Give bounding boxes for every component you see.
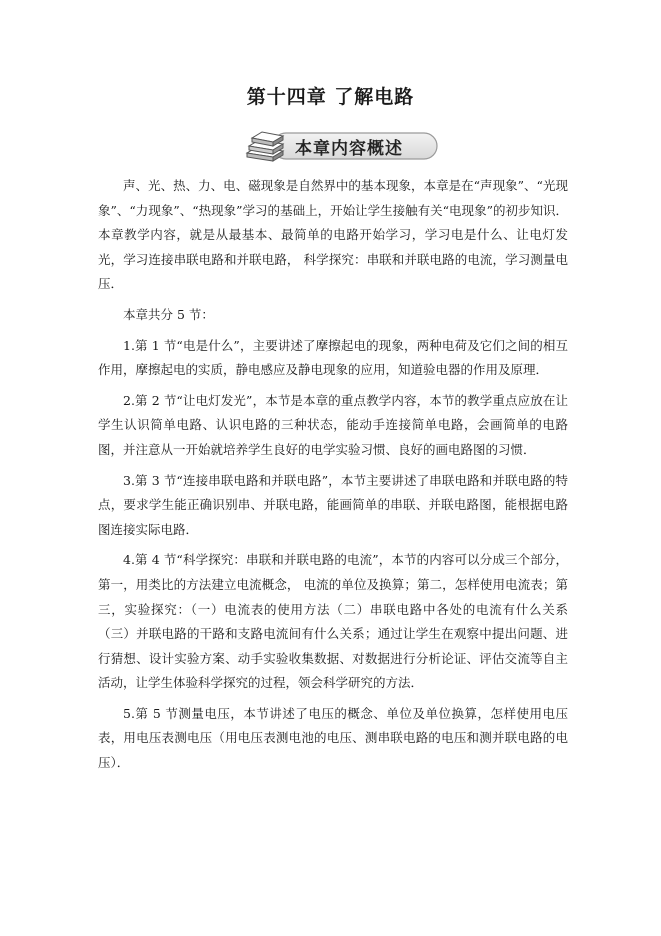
section-4-paragraph: 4.第 4 节“科学探究：串联和并联电路的电流”，本节的内容可以分成三个部分，第一，用类比的方法建立电流概念， 电流的单位及换算；第二，怎样使用电流表；第三，实验探究：（一）电流表的使用方法（二）串联电路中各处的电流有什么关系（三）并联电路的干路和支路电流间有什么关系；通过让学生在观察中提出问题、进行猜想、设计实验方案、动手实验收集数据、对数据进行分析论证、评估交流等自主活动，让学生体验科学探究的过程，领会科学研究的方法． [98, 552, 568, 691]
chapter-title: 第十四章 了解电路 [246, 86, 415, 108]
document-body [98, 174, 568, 782]
section-5-paragraph: 5.第 5 节测量电压，本节讲述了电压的概念、单位及单位换算，怎样使用电压表，用电压表测电压（用电压表测电池的电压、测串联电路的电压和测并联电路的电压）． [98, 705, 568, 771]
intro-paragraph: 声、光、热、力、电、磁现象是自然界中的基本现象，本章是在“声现象”、“光现象”、“力现象”、“热现象”学习的基础上，开始让学生接触有关“电现象”的初步知识．本章教学内容，就是从最基本、最简单的电路开始学习，学习电是什么、让电灯发光，学习连接串联电路和并联电路， 科学探究：串联和并联电路的电流，学习测量电压． [98, 178, 568, 292]
sections-count-paragraph: 本章共分 5 节： [123, 306, 214, 322]
section-1-paragraph: 1.第 1 节“电是什么”，主要讲述了摩擦起电的现象，两种电荷及它们之间的相互作用，摩擦起电的实质，静电感应及静电现象的应用，知道验电器的作用及原理． [98, 337, 568, 378]
section-banner [243, 127, 439, 163]
section-2-paragraph: 2.第 2 节“让电灯发光”，本节是本章的重点教学内容，本节的教学重点应放在让学生认识简单电路、认识电路的三种状态，能动手连接简单电路，会画简单的电路图，并注意从一开始就培养学生良好的电学实验习惯、良好的画电路图的习惯． [98, 392, 568, 457]
section-3-paragraph: 3.第 3 节“连接串联电路和并联电路”，本节主要讲述了串联电路和并联电路的特点，要求学生能正确识别串、并联电路，能画简单的串联、并联电路图，能根据电路图连接实际电路． [98, 472, 568, 537]
banner-label: 本章内容概述 [295, 139, 403, 159]
